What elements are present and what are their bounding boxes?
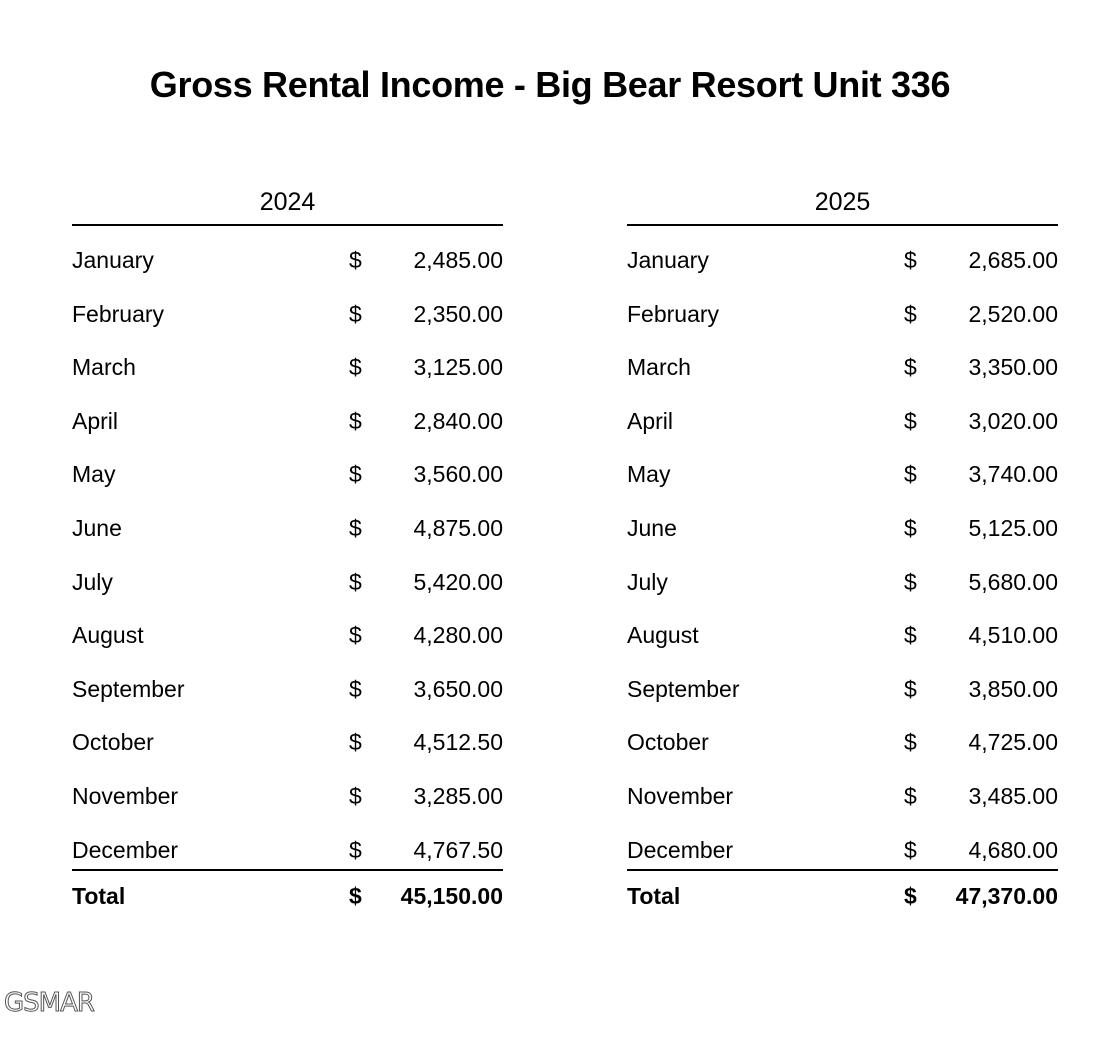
amount-value: 3,285.00	[413, 782, 503, 809]
table-row	[627, 234, 1058, 288]
month-label: April	[627, 407, 674, 434]
amount-value: 3,650.00	[413, 675, 503, 702]
month-label: May	[72, 461, 116, 488]
currency-symbol: $	[349, 300, 362, 327]
total-amount: 45,150.00	[400, 883, 503, 910]
amount-value: 3,125.00	[413, 354, 503, 381]
month-label: December	[627, 836, 734, 863]
month-label: January	[72, 247, 154, 273]
table-row	[627, 663, 1058, 717]
month-label: April	[72, 407, 119, 434]
month-rows	[627, 234, 1058, 877]
total-row	[627, 871, 1058, 921]
year-header: 2025	[627, 184, 1058, 226]
table-row	[627, 716, 1058, 770]
table-row	[72, 395, 503, 449]
month-label: October	[627, 729, 709, 756]
month-label: August	[72, 622, 144, 649]
amount-value: 4,680.00	[968, 836, 1058, 863]
table-row	[72, 288, 503, 342]
month-label: May	[627, 461, 671, 488]
table-row	[72, 448, 503, 502]
table-row	[627, 556, 1058, 610]
currency-symbol: $	[349, 407, 362, 434]
month-label: July	[72, 568, 113, 595]
month-label: January	[627, 247, 709, 273]
currency-symbol: $	[349, 782, 362, 809]
month-label: June	[72, 514, 122, 541]
table-row	[72, 609, 503, 663]
currency-symbol: $	[349, 247, 362, 273]
table-row	[627, 341, 1058, 395]
currency-symbol: $	[904, 782, 917, 809]
table-row	[72, 502, 503, 556]
table-row	[72, 716, 503, 770]
amount-value: 5,125.00	[968, 514, 1058, 541]
currency-symbol: $	[904, 461, 917, 488]
total-label: Total	[627, 883, 681, 910]
month-label: March	[627, 354, 691, 381]
amount-value: 4,280.00	[413, 622, 503, 649]
income-table-2025	[627, 184, 1058, 921]
currency-symbol: $	[904, 354, 917, 381]
watermark-logo: GSMAR	[4, 988, 94, 1018]
table-row	[72, 824, 503, 878]
month-label: October	[72, 729, 154, 756]
amount-value: 2,520.00	[968, 300, 1058, 327]
currency-symbol: $	[349, 729, 362, 756]
total-row	[72, 871, 503, 921]
amount-value: 3,850.00	[968, 675, 1058, 702]
currency-symbol: $	[349, 354, 362, 381]
amount-value: 5,680.00	[968, 568, 1058, 595]
amount-value: 4,725.00	[968, 729, 1058, 756]
currency-symbol: $	[349, 836, 362, 863]
month-label: December	[72, 836, 179, 863]
table-row	[627, 288, 1058, 342]
currency-symbol: $	[904, 568, 917, 595]
month-rows	[72, 234, 503, 877]
currency-symbol: $	[349, 514, 362, 541]
month-label: February	[627, 300, 720, 327]
amount-value: 4,875.00	[413, 514, 503, 541]
month-label: June	[627, 514, 677, 541]
amount-value: 4,767.50	[413, 836, 503, 863]
currency-symbol: $	[904, 675, 917, 702]
amount-value: 3,740.00	[968, 461, 1058, 488]
table-row	[627, 824, 1058, 878]
currency-symbol: $	[349, 461, 362, 488]
month-label: September	[72, 675, 185, 702]
currency-symbol: $	[904, 300, 917, 327]
amount-value: 3,350.00	[968, 354, 1058, 381]
table-row	[627, 609, 1058, 663]
amount-value: 3,020.00	[968, 407, 1058, 434]
currency-symbol: $	[904, 407, 917, 434]
table-row	[72, 556, 503, 610]
amount-value: 3,560.00	[413, 461, 503, 488]
table-row	[72, 663, 503, 717]
currency-symbol: $	[904, 514, 917, 541]
total-amount: 47,370.00	[955, 883, 1058, 910]
amount-value: 5,420.00	[413, 568, 503, 595]
month-label: February	[72, 300, 165, 327]
month-label: November	[627, 782, 734, 809]
amount-value: 2,840.00	[413, 407, 503, 434]
amount-value: 2,685.00	[968, 247, 1058, 273]
table-row	[72, 234, 503, 288]
currency-symbol: $	[349, 675, 362, 702]
table-row	[627, 448, 1058, 502]
currency-symbol: $	[349, 883, 362, 910]
amount-value: 4,510.00	[968, 622, 1058, 649]
currency-symbol: $	[904, 622, 917, 649]
amount-value: 2,485.00	[413, 247, 503, 273]
amount-value: 2,350.00	[413, 300, 503, 327]
month-label: September	[627, 675, 740, 702]
month-label: August	[627, 622, 699, 649]
currency-symbol: $	[904, 836, 917, 863]
table-row	[72, 770, 503, 824]
month-label: March	[72, 354, 136, 381]
income-table-2024	[72, 184, 503, 921]
currency-symbol: $	[349, 622, 362, 649]
currency-symbol: $	[904, 729, 917, 756]
table-row	[627, 395, 1058, 449]
currency-symbol: $	[904, 247, 917, 273]
month-label: July	[627, 568, 668, 595]
table-row	[627, 502, 1058, 556]
table-row	[627, 770, 1058, 824]
year-header: 2024	[72, 184, 503, 226]
total-label: Total	[72, 883, 126, 910]
currency-symbol: $	[904, 883, 917, 910]
amount-value: 4,512.50	[413, 729, 503, 756]
page-title: Gross Rental Income - Big Bear Resort Unit 336	[149, 64, 951, 105]
month-label: November	[72, 782, 179, 809]
table-row	[72, 341, 503, 395]
currency-symbol: $	[349, 568, 362, 595]
amount-value: 3,485.00	[968, 782, 1058, 809]
